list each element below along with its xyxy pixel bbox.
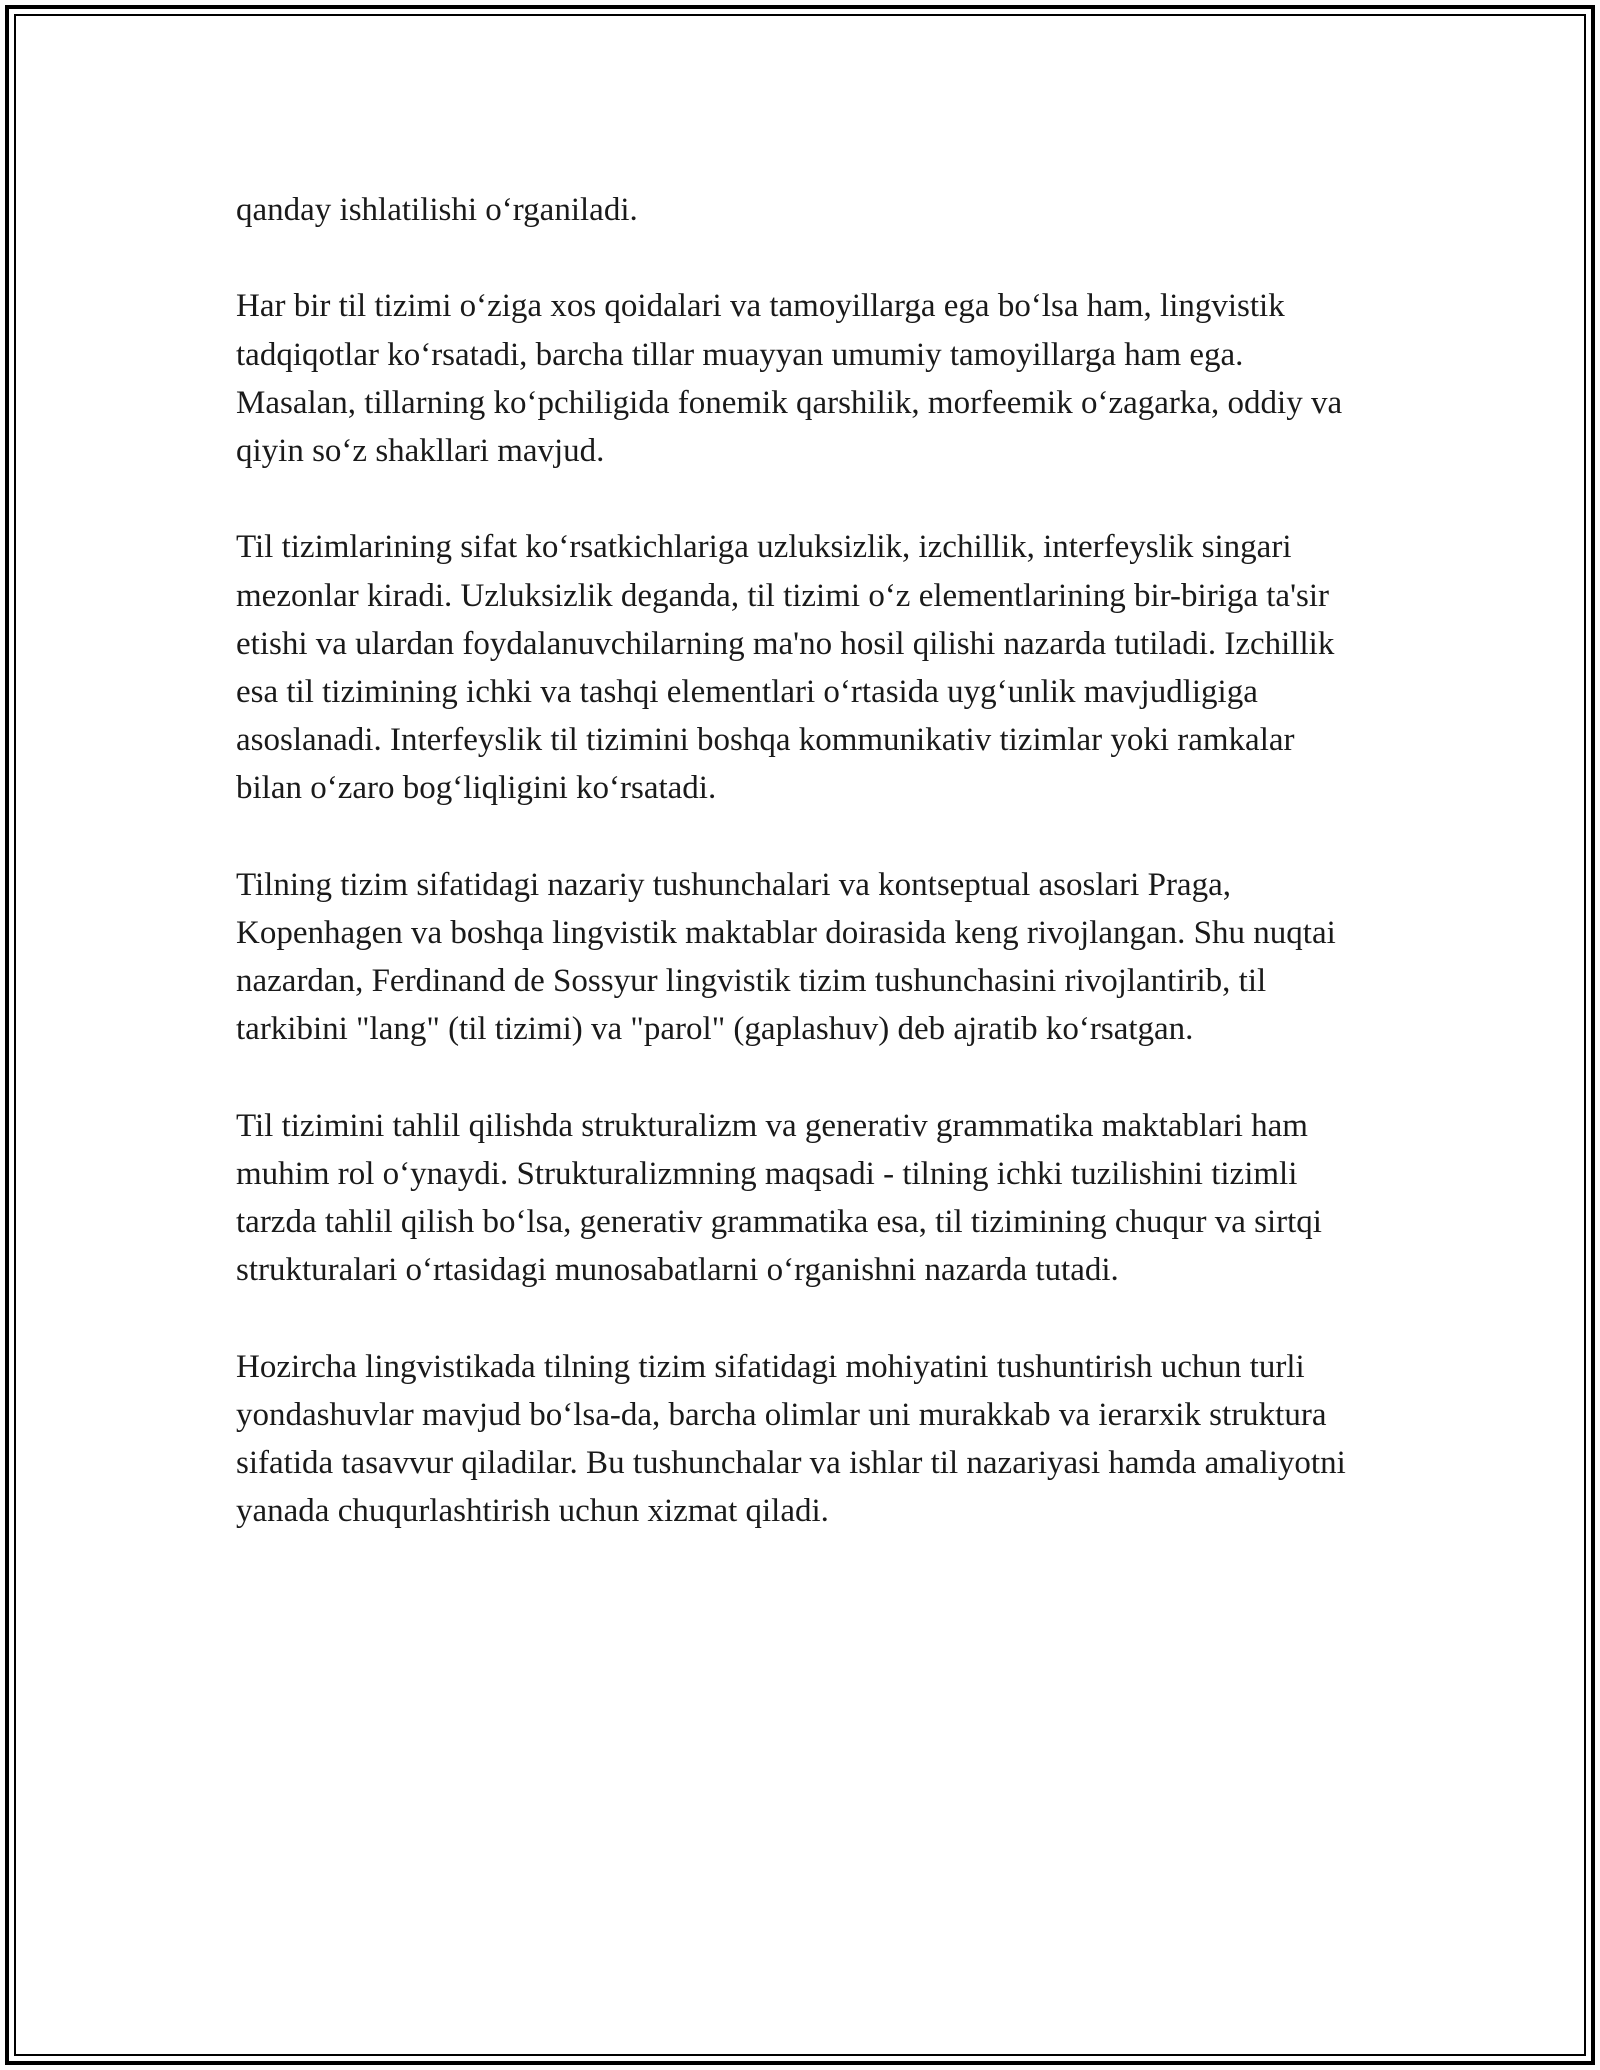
paragraph: Til tizimlarining sifat koʻrsatkichlariga uzluksizlik, izchillik, interfeyslik singari mezonlar kiradi. Uzluksizlik deganda, til tizimi oʻz elementlarining bir-biriga ta'sir etishi va ulardan foydalanuvchilarning ma'no hosil qilishi nazarda tutiladi. Izchillik esa til tizimining ichki va tashqi elementlari oʻrtasida uygʻunlik mavjudligiga asoslanadi. Interfeyslik til tizimini boshqa kommunikativ tizimlar yoki ramkalar bilan oʻzaro bogʻliqligini koʻrsatadi. <box>236 529 1335 807</box>
paragraph: Har bir til tizimi oʻziga xos qoidalari va tamoyillarga ega boʻlsa ham, lingvistik tadqiqotlar koʻrsatadi, barcha tillar muayyan umumiy tamoyillarga ham ega. Masalan, tillarning koʻpchiligida fonemik qarshilik, morfeemik oʻzagarka, oddiy va qiyin soʻz shakllari mavjud. <box>236 288 1343 469</box>
paragraph: Til tizimini tahlil qilishda strukturalizm va generativ grammatika maktablari ham muhim rol oʻynaydi. Strukturalizmning maqsadi - tilning ichki tuzilishini tizimli tarzda tahlil qilish boʻlsa, generativ grammatika esa, til tizimining chuqur va sirtqi strukturalari oʻrtasidagi munosabatlarni oʻrganishni nazarda tutadi. <box>236 1107 1322 1289</box>
paragraph: qanday ishlatilishi oʻrganiladi. <box>236 192 638 228</box>
paragraph: Hozircha lingvistikada tilning tizim sifatidagi mohiyatini tushuntirish uchun turli yondashuvlar mavjud boʻlsa-da, barcha olimlar uni murakkab va ierarxik struktura sifatida tasavvur qiladilar. Bu tushunchalar va ishlar til nazariyasi hamda amaliyotni yanada chuqurlashtirish uchun xizmat qiladi. <box>236 1348 1346 1530</box>
document-body <box>236 186 1366 1536</box>
paragraph: Tilning tizim sifatidagi nazariy tushunchalari va kontseptual asoslari Praga, Kopenhagen va boshqa lingvistik maktablar doirasida keng rivojlangan. Shu nuqtai nazardan, Ferdinand de Sossyur lingvistik tizim tushunchasini rivojlantirib, til tarkibini "lang" (til tizimi) va "parol" (gaplashuv) deb ajratib koʻrsatgan. <box>236 866 1336 1048</box>
